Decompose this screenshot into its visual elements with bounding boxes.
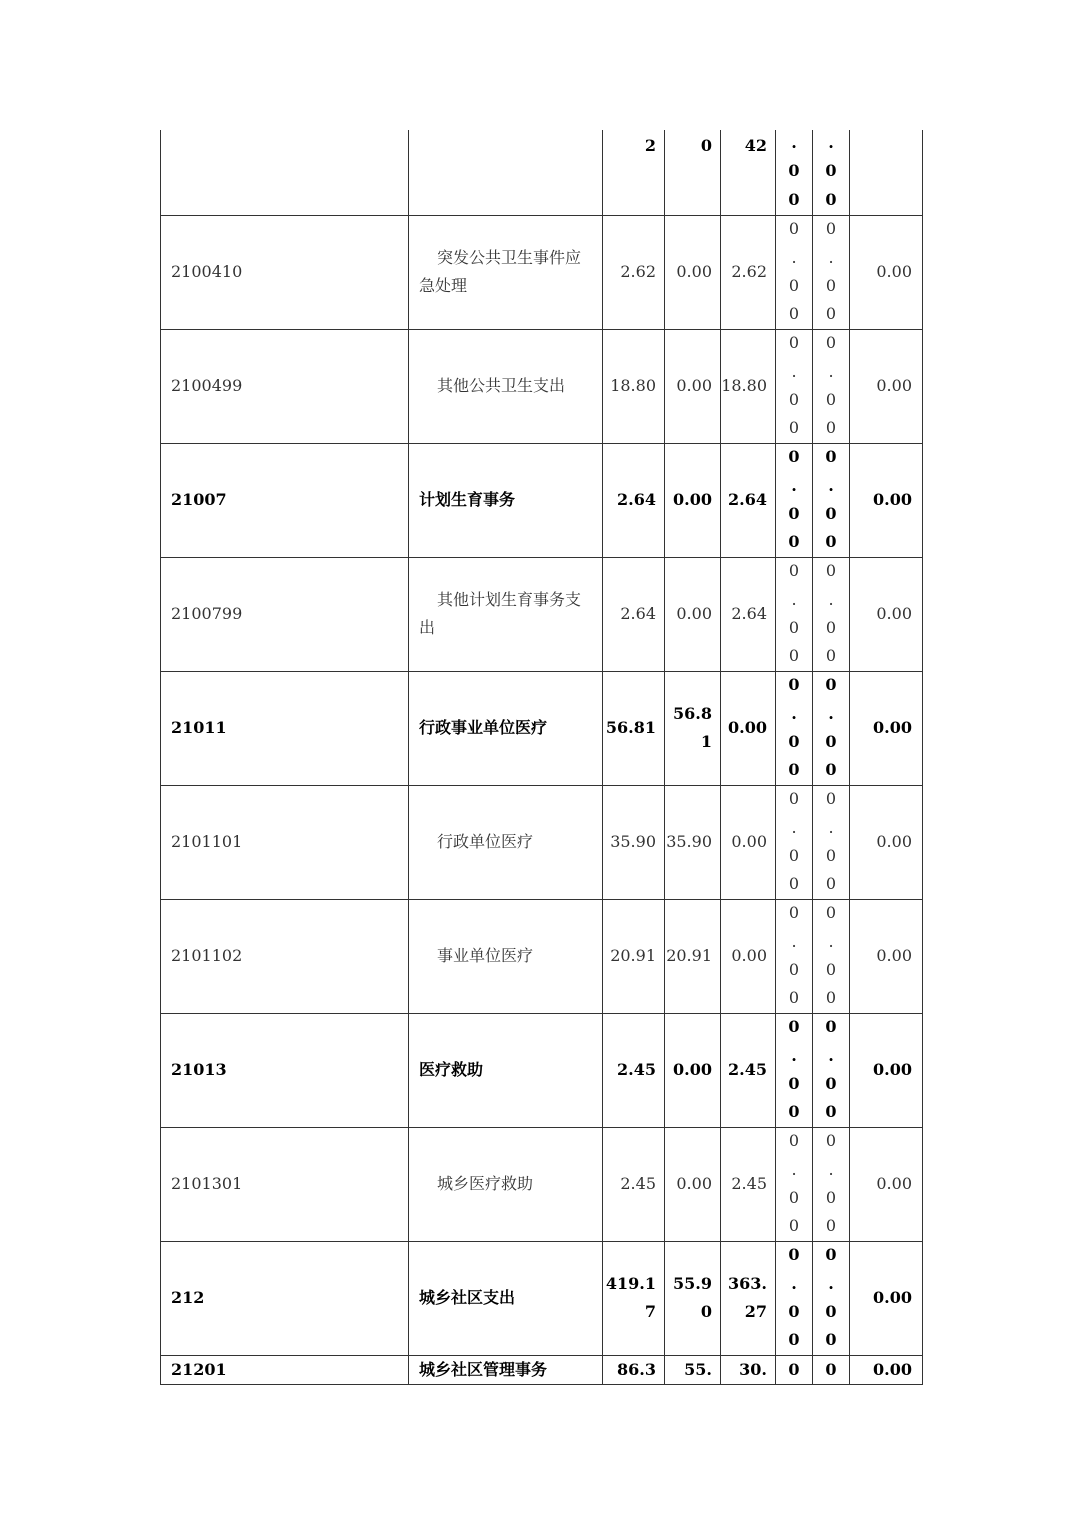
table-row: [161, 329, 923, 443]
table-row: [161, 1241, 923, 1355]
amount-column-8-cell: 0.00: [850, 671, 923, 785]
amount-column-8-cell: 0.00: [850, 785, 923, 899]
amount-column-7-cell: 0 . 0 0: [813, 443, 850, 557]
table-row: [161, 671, 923, 785]
total-amount-cell: 20.91: [603, 899, 665, 1013]
table-row: [161, 443, 923, 557]
account-code-cell: 2101102: [161, 899, 409, 1013]
account-code-cell: 2101101: [161, 785, 409, 899]
project-expenditure-cell: 42: [721, 130, 776, 215]
total-amount-cell: 56.81: [603, 671, 665, 785]
basic-expenditure-cell: 0.00: [665, 1013, 721, 1127]
amount-column-6-cell: 0 . 0 0: [776, 1127, 813, 1241]
account-name-cell: 其他计划生育事务支出: [409, 557, 603, 671]
account-code-cell: 21011: [161, 671, 409, 785]
amount-column-7-cell: 0 . 0 0: [813, 557, 850, 671]
project-expenditure-cell: 2.64: [721, 443, 776, 557]
table-row: [161, 1013, 923, 1127]
table-row: [161, 1127, 923, 1241]
account-name-cell: 突发公共卫生事件应急处理: [409, 215, 603, 329]
amount-column-6-cell: 0 . 0 0: [776, 671, 813, 785]
amount-column-8-cell: 0.00: [850, 1355, 923, 1384]
basic-expenditure-cell: 0.00: [665, 443, 721, 557]
basic-expenditure-cell: 0.00: [665, 1127, 721, 1241]
account-name-cell: 医疗救助: [409, 1013, 603, 1127]
account-code-cell: [161, 130, 409, 215]
total-amount-cell: 18.80: [603, 329, 665, 443]
project-expenditure-cell: 30.: [721, 1355, 776, 1384]
total-amount-cell: 2.45: [603, 1127, 665, 1241]
basic-expenditure-cell: 0: [665, 130, 721, 215]
amount-column-7-cell: . 0 0: [813, 130, 850, 215]
table-row: [161, 899, 923, 1013]
amount-column-8-cell: 0.00: [850, 215, 923, 329]
account-code-cell: 21201: [161, 1355, 409, 1384]
account-name-cell: 行政单位医疗: [409, 785, 603, 899]
project-expenditure-cell: 2.45: [721, 1013, 776, 1127]
amount-column-7-cell: 0 . 0 0: [813, 215, 850, 329]
table-row: [161, 557, 923, 671]
project-expenditure-cell: 2.45: [721, 1127, 776, 1241]
amount-column-8-cell: 0.00: [850, 443, 923, 557]
account-code-cell: 212: [161, 1241, 409, 1355]
basic-expenditure-cell: 0.00: [665, 557, 721, 671]
account-name-cell: [409, 130, 603, 215]
total-amount-cell: 35.90: [603, 785, 665, 899]
table-row: [161, 1355, 923, 1384]
amount-column-6-cell: 0 . 0 0: [776, 443, 813, 557]
amount-column-6-cell: 0 . 0 0: [776, 329, 813, 443]
amount-column-6-cell: 0 . 0 0: [776, 215, 813, 329]
amount-column-8-cell: 0.00: [850, 1241, 923, 1355]
expenditure-table: [160, 130, 923, 1385]
project-expenditure-cell: 0.00: [721, 785, 776, 899]
amount-column-8-cell: 0.00: [850, 557, 923, 671]
total-amount-cell: 2.64: [603, 557, 665, 671]
total-amount-cell: 419.17: [603, 1241, 665, 1355]
account-code-cell: 2100410: [161, 215, 409, 329]
project-expenditure-cell: 2.64: [721, 557, 776, 671]
basic-expenditure-cell: 35.90: [665, 785, 721, 899]
amount-column-7-cell: 0 . 0 0: [813, 785, 850, 899]
basic-expenditure-cell: 0.00: [665, 329, 721, 443]
basic-expenditure-cell: 55.: [665, 1355, 721, 1384]
budget-table-fragment: [160, 130, 922, 1385]
amount-column-7-cell: 0: [813, 1355, 850, 1384]
amount-column-7-cell: 0 . 0 0: [813, 671, 850, 785]
table-row: [161, 130, 923, 215]
amount-column-7-cell: 0 . 0 0: [813, 899, 850, 1013]
basic-expenditure-cell: 20.91: [665, 899, 721, 1013]
account-name-cell: 城乡医疗救助: [409, 1127, 603, 1241]
project-expenditure-cell: 363.27: [721, 1241, 776, 1355]
total-amount-cell: 2.62: [603, 215, 665, 329]
account-name-cell: 城乡社区支出: [409, 1241, 603, 1355]
account-code-cell: 2100799: [161, 557, 409, 671]
amount-column-6-cell: 0: [776, 1355, 813, 1384]
amount-column-6-cell: 0 . 0 0: [776, 1241, 813, 1355]
total-amount-cell: 86.3: [603, 1355, 665, 1384]
amount-column-8-cell: 0.00: [850, 899, 923, 1013]
account-code-cell: 2101301: [161, 1127, 409, 1241]
project-expenditure-cell: 18.80: [721, 329, 776, 443]
basic-expenditure-cell: 56.81: [665, 671, 721, 785]
table-row: [161, 785, 923, 899]
account-name-cell: 计划生育事务: [409, 443, 603, 557]
project-expenditure-cell: 0.00: [721, 671, 776, 785]
amount-column-7-cell: 0 . 0 0: [813, 329, 850, 443]
amount-column-8-cell: [850, 130, 923, 215]
basic-expenditure-cell: 0.00: [665, 215, 721, 329]
amount-column-7-cell: 0 . 0 0: [813, 1127, 850, 1241]
amount-column-8-cell: 0.00: [850, 329, 923, 443]
total-amount-cell: 2.45: [603, 1013, 665, 1127]
amount-column-6-cell: 0 . 0 0: [776, 557, 813, 671]
account-name-cell: 事业单位医疗: [409, 899, 603, 1013]
amount-column-8-cell: 0.00: [850, 1013, 923, 1127]
account-name-cell: 行政事业单位医疗: [409, 671, 603, 785]
amount-column-6-cell: . 0 0: [776, 130, 813, 215]
table-row: [161, 215, 923, 329]
project-expenditure-cell: 2.62: [721, 215, 776, 329]
account-code-cell: 21013: [161, 1013, 409, 1127]
account-name-cell: 城乡社区管理事务: [409, 1355, 603, 1384]
amount-column-6-cell: 0 . 0 0: [776, 1013, 813, 1127]
account-code-cell: 2100499: [161, 329, 409, 443]
amount-column-8-cell: 0.00: [850, 1127, 923, 1241]
total-amount-cell: 2: [603, 130, 665, 215]
amount-column-6-cell: 0 . 0 0: [776, 899, 813, 1013]
project-expenditure-cell: 0.00: [721, 899, 776, 1013]
account-name-cell: 其他公共卫生支出: [409, 329, 603, 443]
amount-column-7-cell: 0 . 0 0: [813, 1013, 850, 1127]
total-amount-cell: 2.64: [603, 443, 665, 557]
amount-column-7-cell: 0 . 0 0: [813, 1241, 850, 1355]
amount-column-6-cell: 0 . 0 0: [776, 785, 813, 899]
basic-expenditure-cell: 55.90: [665, 1241, 721, 1355]
account-code-cell: 21007: [161, 443, 409, 557]
